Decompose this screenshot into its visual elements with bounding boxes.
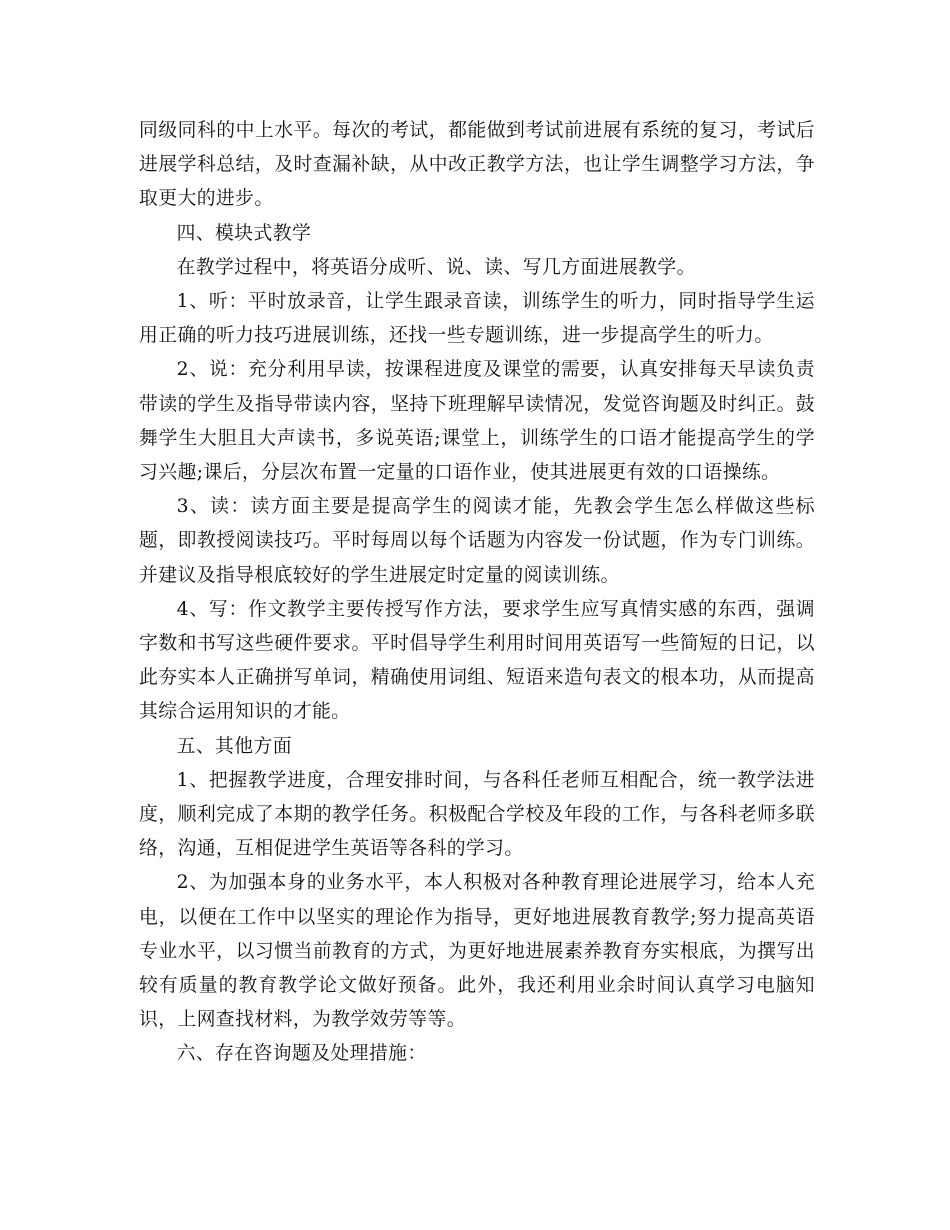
document-page [139,114,815,1072]
paragraph-intro: 在教学过程中，将英语分成听、说、读、写几方面进展教学。 [176,256,696,278]
paragraph-listening: 1、听：平时放录音，让学生跟录音读，训练学生的听力，同时指导学生运用正确的听力技巧进展训练，还找一些专题训练，进一步提高学生的听力。 [139,291,815,347]
section-heading-5: 五、其他方面 [176,735,292,757]
paragraph-writing: 4、写：作文教学主要传授写作方法，要求学生应写真情实感的东西，强调字数和书写这些硬件要求。平时倡导学生利用时间用英语写一些简短的日记，以此夯实本人正确拼写单词，精确使用词组、短语来造句表文的根本功，从而提高其综合运用知识的才能。 [139,598,815,723]
section-heading-4: 四、模块式教学 [176,222,312,244]
section-heading-6: 六、存在咨询题及处理措施： [176,1043,427,1065]
paragraph-reading: 3、读：读方面主要是提高学生的阅读才能，先教会学生怎么样做这些标题，即教授阅读技巧。平时每周以每个话题为内容发一份试题，作为专门训练。并建议及指导根底较好的学生进展定时定量的阅读训练。 [139,496,815,586]
paragraph-other-2: 2、为加强本身的业务水平，本人积极对各种教育理论进展学习，给本人充电，以便在工作中以坚实的理论作为指导，更好地进展教育教学;努力提高英语专业水平，以习惯当前教育的方式，为更好地进展素养教育夯实根底，为撰写出较有质量的教育教学论文做好预备。此外，我还利用业余时间认真学习电脑知识，上网查找材料，为教学效劳等等。 [139,872,815,1031]
paragraph-continuation: 同级同科的中上水平。每次的考试，都能做到考试前进展有系统的复习，考试后进展学科总结，及时查漏补缺，从中改正教学方法，也让学生调整学习方法，争取更大的进步。 [139,120,815,210]
paragraph-other-1: 1、把握教学进度，合理安排时间，与各科任老师互相配合，统一教学法进度，顺利完成了本期的教学任务。积极配合学校及年段的工作，与各科老师多联络，沟通，互相促进学生英语等各科的学习。 [139,769,815,860]
paragraph-speaking: 2、说：充分利用早读，按课程进度及课堂的需要，认真安排每天早读负责带读的学生及指导带读内容，坚持下班理解早读情况，发觉咨询题及时纠正。鼓舞学生大胆且大声读书，多说英语;课堂上，训练学生的口语才能提高学生的学习兴趣;课后，分层次布置一定量的口语作业，使其进展更有效的口语操练。 [139,359,815,484]
